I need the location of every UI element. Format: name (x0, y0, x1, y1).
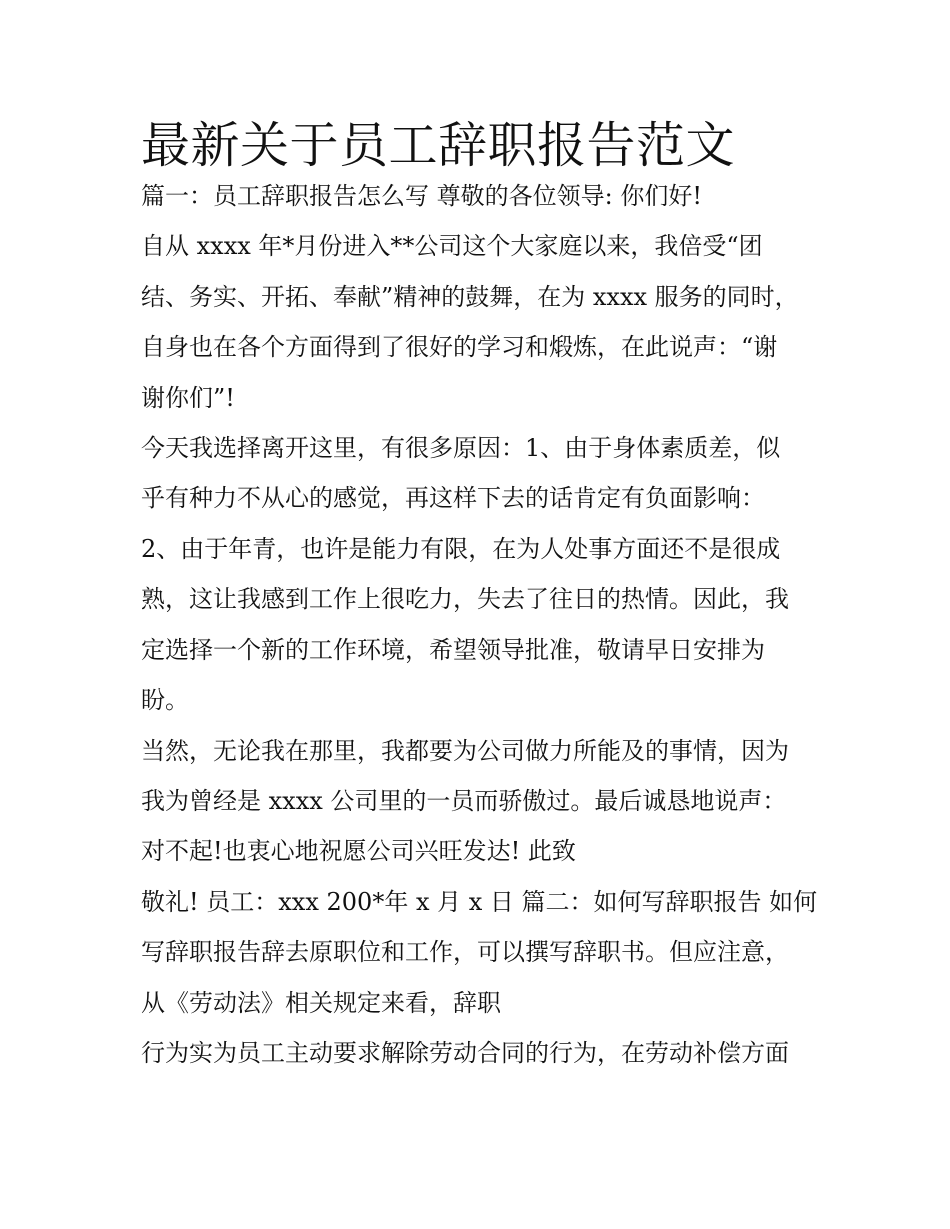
text-line-11: 盼。 (141, 686, 189, 714)
text-line-16: 写辞职报告辞去原职位和工作，可以撰写辞职书。但应注意， (141, 938, 789, 966)
text-line-12: 当然，无论我在那里，我都要为公司做力所能及的事情，因为 (141, 737, 789, 765)
text-line-10: 定选择一个新的工作环境，希望领导批准，敬请早日安排为 (141, 636, 765, 664)
text-line-4: 自身也在各个方面得到了很好的学习和煅炼，在此说声：“谢 (141, 333, 778, 361)
text-line-2: 自从 xxxx 年*月份进入**公司这个大家庭以来，我倍受“团 (141, 232, 763, 260)
text-line-3: 结、务实、开拓、奉献”精神的鼓舞，在为 xxxx 服务的同时， (141, 283, 799, 311)
text-line-8: 2、由于年青，也许是能力有限，在为人处事方面还不是很成 (141, 535, 781, 563)
text-line-6: 今天我选择离开这里，有很多原因：1、由于身体素质差，似 (141, 434, 781, 462)
text-line-18: 行为实为员工主动要求解除劳动合同的行为，在劳动补偿方面 (141, 1039, 789, 1067)
text-line-9: 熟，这让我感到工作上很吃力，失去了往日的热情。因此，我 (141, 585, 789, 613)
text-line-13: 我为曾经是 xxxx 公司里的一员而骄傲过。最后诚恳地说声： (141, 787, 787, 815)
text-line-7: 乎有种力不从心的感觉，再这样下去的话肯定有负面影响： (141, 484, 765, 512)
text-line-14: 对不起!也衷心地祝愿公司兴旺发达! 此致 (141, 837, 576, 865)
text-line-1: 篇一：员工辞职报告怎么写 尊敬的各位领导: 你们好! (141, 182, 702, 210)
text-line-5: 谢你们”! (141, 384, 235, 412)
text-line-17: 从《劳动法》相关规定来看，辞职 (141, 989, 501, 1017)
document-title: 最新关于员工辞职报告范文 (141, 117, 736, 174)
text-line-15: 敬礼! 员工：xxx 200*年 x 月 x 日 篇二：如何写辞职报告 如何 (141, 888, 818, 916)
